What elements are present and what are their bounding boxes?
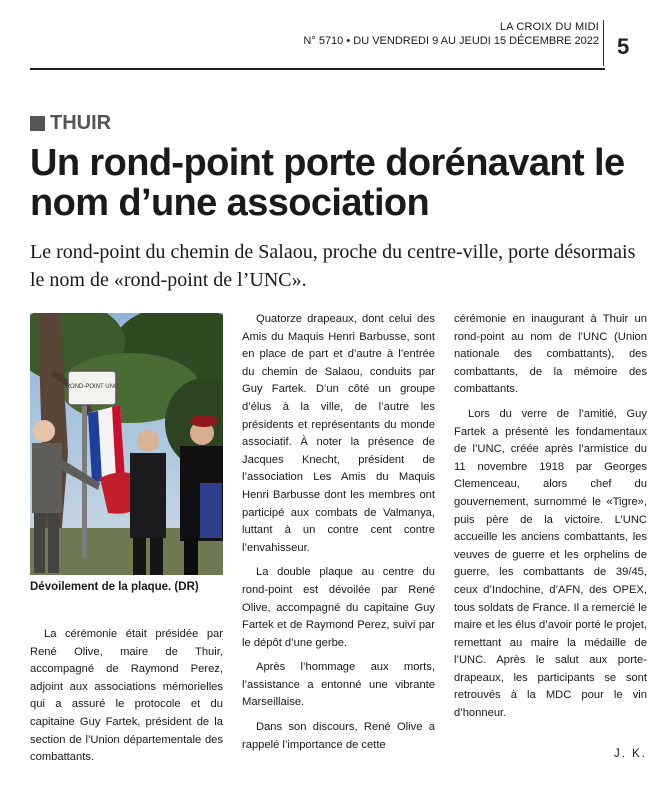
article-column-1: [30, 626, 223, 774]
article-column-2: [242, 311, 435, 761]
photo-sign-text: ROND-POINT UNC: [65, 384, 119, 390]
section-rubric: [30, 112, 111, 135]
article-photo: [30, 313, 223, 575]
paragraph: La cérémonie était présidée par René Olive, maire de Thuir, accompagné de Raymond Perez, adjoint aux associations mémorielles qui a assuré le protocole et du capitaine Guy Fartek, président de la section de l’Union départementale des combattants.: [30, 628, 223, 764]
paragraph: Lors du verre de l’amitié, Guy Fartek a présenté les fondamentaux de l’UNC, créée après l’armistice du 11 novembre 1918 par Georges Clemenceau, alors chef du gouvernement, surnommé le «Tigre», puis père de la victoire. L’UNC accueille les anciens combattants, les veuves de guerre et les orphelins de guerre, les combattants de 39/45, ceux d’Indochine, d’AFN, des OPEX, tous soldats de France. Il a remercié le maire et les élus d’avoir porté le projet, remettant au maire la médaille de l’UNC. Après le salut aux porte-drapeaux, les participants se sont retrouvés à la MDC pour le vin d’honneur.: [454, 407, 647, 720]
page-number: 5: [617, 34, 630, 59]
article-standfirst: Le rond-point du chemin de Salaou, proche du centre-ville, porte désormais le nom de «rond-point de l’UNC».: [30, 241, 636, 291]
rubric-square-icon: [30, 116, 45, 131]
issue-line: N° 5710 • DU VENDREDI 9 AU JEUDI 15 DÉCEMBRE 2022: [303, 35, 599, 47]
paragraph: La double plaque au centre du rond-point est dévoilée par René Olive, accompagné du capitaine Guy Fartek et de Raymond Perez, suivi par le dépôt d’une gerbe.: [242, 566, 435, 649]
newspaper-name: LA CROIX DU MIDI: [499, 21, 599, 33]
header-rule: [30, 68, 605, 70]
article-column-3: [454, 311, 647, 730]
paragraph-continued: cérémonie en inaugurant à Thuir un rond-point au nom de l’UNC (Union nationale des combattants), des combattants, de la mémoire des combattants.: [454, 313, 647, 396]
header-divider: [603, 20, 604, 66]
article-headline: Un rond-point porte dorénavant le nom d’une association: [30, 142, 625, 224]
masthead: [303, 20, 599, 48]
paragraph: Dans son discours, René Olive a rappelé l’importance de cette: [242, 721, 435, 751]
author-signature: J. K.: [613, 748, 647, 760]
photo-caption: Dévoilement de la plaque. (DR): [30, 581, 199, 593]
paragraph: Quatorze drapeaux, dont celui des Amis du Maquis Henri Barbusse, sont en place de part et d’autre à l’entrée du chemin de Salaou, conduits par Guy Fartek. D’un côté un groupe d’élus à la ville, de l’autre les présidents et représentants du monde associatif. À noter la présence de Jacques Knecht, président de l’association Les Amis du Maquis Henri Barbusse dont les membres ont participé aux combats de Valmanya, luttant à un contre cent contre l’envahisseur.: [242, 313, 435, 554]
rubric-label: THUIR: [50, 112, 112, 134]
paragraph: Après l’hommage aux morts, l’assistance a entonné une vibrante Marseillaise.: [242, 661, 435, 709]
